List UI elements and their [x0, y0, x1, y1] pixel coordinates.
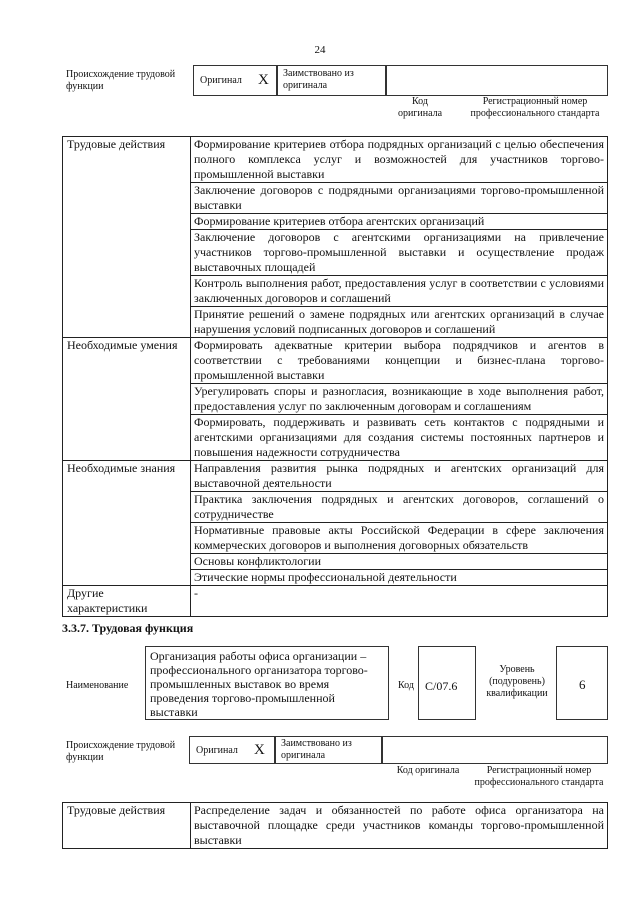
- row-description: Заключение договоров с агентскими организациями на привлечение участников торгово-промышленной выставки и осуществление продаж выставочных площадей: [191, 230, 608, 276]
- row-category: Необходимые знания: [63, 461, 191, 586]
- borrowed-cell: [277, 65, 386, 96]
- section-heading: 3.3.7. Трудовая функция: [62, 621, 194, 635]
- original-text: Оригинал: [200, 75, 242, 86]
- origin-label: Происхождение трудовой функции: [66, 69, 176, 92]
- code-caption-2: Код оригинала: [396, 765, 460, 776]
- row-description: Формирование критериев отбора подрядных организаций с целью обеспечения полного комплекса услуг и возможностей для участников торгово-промышленной выставки: [191, 137, 608, 183]
- original-cell: [193, 65, 277, 96]
- table-row: [63, 803, 608, 849]
- code-label: Код: [398, 680, 414, 691]
- borrowed-text-2: Заимствовано из оригинала: [281, 738, 352, 761]
- borrowed-text: Заимствовано из оригинала: [283, 68, 354, 91]
- code-value: C/07.6: [425, 679, 458, 693]
- row-description: Принятие решений о замене подрядных или агентских организаций в случае нарушения условий подписанных договоров и соглашений: [191, 307, 608, 338]
- row-description: Формирование критериев отбора агентских организаций: [191, 214, 608, 230]
- registry-cell: [386, 65, 608, 96]
- registry-cell-2: [382, 736, 608, 764]
- row-category: Трудовые действия: [63, 803, 191, 849]
- row-description: Заключение договоров с подрядными организациями торгово-промышленной выставки: [191, 183, 608, 214]
- labor-function-table-2: [62, 802, 608, 849]
- row-category: Трудовые действия: [63, 137, 191, 338]
- row-description: Направления развития рынка подрядных и агентских организаций для выставочной деятельности: [191, 461, 608, 492]
- function-name-box: [145, 646, 389, 720]
- level-box: [556, 646, 608, 720]
- table-row: [63, 461, 608, 492]
- table-row: [63, 137, 608, 183]
- row-description: Формировать, поддерживать и развивать сеть контактов с подрядными и агентскими организациями для создания системы постоянных партнеров и повышения надежности сотрудничества: [191, 415, 608, 461]
- row-description: Нормативные правовые акты Российской Федерации в сфере заключения коммерческих договоров и выполнения договорных обязательств: [191, 523, 608, 554]
- level-value: 6: [579, 677, 586, 692]
- row-category: Другие характеристики: [63, 586, 191, 617]
- row-description: Основы конфликтологии: [191, 554, 608, 570]
- original-mark: X: [258, 72, 269, 88]
- registry-caption: Регистрационный номер профессионального стандарта: [470, 96, 600, 119]
- original-cell-2: [189, 736, 275, 764]
- row-description: Распределение задач и обязанностей по работе офиса организатора на выставочной площадке среди участников команды торгово-промышленной выставки: [191, 803, 608, 849]
- page-number: 24: [314, 44, 326, 56]
- code-caption: Код оригинала: [397, 96, 443, 119]
- row-description: Контроль выполнения работ, предоставления услуг в соответствии с условиями заключенных договоров и соглашений: [191, 276, 608, 307]
- original-text-2: Оригинал: [196, 745, 238, 756]
- table-row: [63, 586, 608, 617]
- level-label: Уровень (подуровень) квалификации: [486, 664, 548, 699]
- row-description: Практика заключения подрядных и агентских договоров, соглашений о сотрудничестве: [191, 492, 608, 523]
- original-mark-2: X: [254, 742, 265, 758]
- row-description: Этические нормы профессиональной деятельности: [191, 570, 608, 586]
- row-description: Формировать адекватные критерии выбора подрядчиков и агентов в соответствии с требованиями концепции и бизнес-плана торгово-промышленной выставки: [191, 338, 608, 384]
- row-category: Необходимые умения: [63, 338, 191, 461]
- code-box: [418, 646, 476, 720]
- table-row: [63, 338, 608, 384]
- registry-caption-2: Регистрационный номер профессионального стандарта: [474, 765, 604, 788]
- origin-label-2: Происхождение трудовой функции: [66, 740, 176, 763]
- function-name: Организация работы офиса организации – профессионального организатора торгово-промышленных выставок во время проведения торгово-промышленной выставки: [150, 649, 368, 719]
- name-label: Наименование: [66, 680, 129, 691]
- row-description: Урегулировать споры и разногласия, возникающие в ходе выполнения работ, предоставления услуг по заключенным договорам и соглашениям: [191, 384, 608, 415]
- labor-function-table: [62, 136, 608, 617]
- row-description: -: [191, 586, 608, 617]
- borrowed-cell-2: [275, 736, 382, 764]
